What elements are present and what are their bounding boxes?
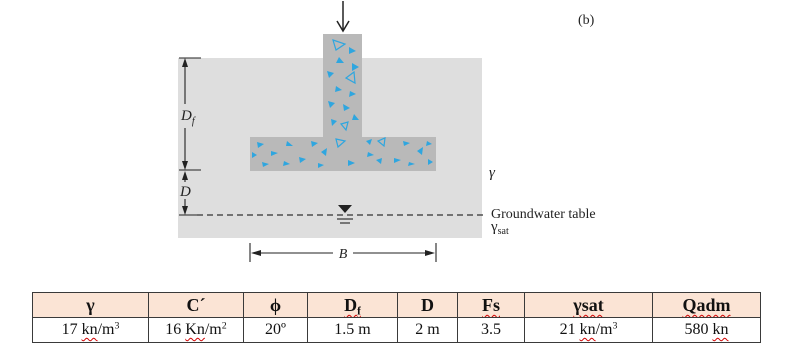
b-right-arrowhead bbox=[425, 250, 435, 256]
b-left-arrowhead bbox=[251, 250, 261, 256]
cell-value: 2 m bbox=[415, 321, 440, 338]
cell-value: 580 bbox=[684, 321, 709, 338]
panel-label: (b) bbox=[578, 13, 595, 28]
header-label: Fs bbox=[482, 295, 500, 315]
cell-unit: kn bbox=[81, 321, 98, 338]
cell-value: 1.5 m bbox=[334, 321, 371, 338]
header-label: C´ bbox=[186, 295, 206, 315]
header-label: Qadm bbox=[682, 295, 731, 315]
cell-gamma bbox=[33, 318, 149, 343]
cell-value: 21 bbox=[559, 321, 576, 338]
cell-gamma-sat bbox=[525, 318, 653, 343]
header-label: ϕ bbox=[269, 295, 282, 315]
header-gamma-sat bbox=[525, 293, 653, 318]
soil-properties-table bbox=[32, 292, 761, 343]
cell-d bbox=[398, 318, 458, 343]
cell-unit-exponent: 3 bbox=[612, 320, 618, 332]
groundwater-table-label: Groundwater table bbox=[491, 207, 596, 222]
table-row bbox=[33, 318, 761, 343]
header-cohesion bbox=[149, 293, 244, 318]
header-friction-angle bbox=[244, 293, 308, 318]
df-label-main: D bbox=[181, 108, 192, 124]
cell-unit-denominator: /m bbox=[204, 321, 222, 338]
header-label bbox=[344, 295, 361, 318]
cell-unit-exponent: 2 bbox=[221, 320, 227, 332]
cell-value: 20º bbox=[265, 321, 286, 338]
cell-unit-exponent: 3 bbox=[114, 320, 120, 332]
b-label: B bbox=[338, 247, 348, 262]
cell-cohesion bbox=[149, 318, 244, 343]
cell-value: 3.5 bbox=[481, 321, 501, 338]
load-arrow bbox=[337, 1, 349, 31]
header-label: γ bbox=[86, 295, 95, 315]
cell-unit-denominator: /m bbox=[97, 321, 115, 338]
cell-fs bbox=[458, 318, 525, 343]
header-label-main: D bbox=[344, 295, 358, 315]
cell-unit: kn bbox=[712, 321, 729, 338]
df-label-subscript: f bbox=[191, 116, 195, 127]
b-dimension bbox=[250, 243, 436, 262]
header-fs bbox=[458, 293, 525, 318]
cell-unit: Kn bbox=[185, 321, 205, 338]
cell-df bbox=[308, 318, 398, 343]
cell-unit-denominator: /m bbox=[595, 321, 613, 338]
header-label: γsat bbox=[573, 295, 604, 315]
header-gamma bbox=[33, 293, 149, 318]
cell-value: 17 bbox=[61, 321, 78, 338]
cell-unit: kn bbox=[579, 321, 596, 338]
gamma-sat-label-main: γ bbox=[491, 219, 498, 235]
gamma-label: γ bbox=[489, 165, 495, 181]
table-header-row bbox=[33, 293, 761, 318]
footing-column bbox=[323, 34, 362, 138]
cell-value: 16 bbox=[165, 321, 182, 338]
cell-qadm bbox=[653, 318, 761, 343]
gamma-sat-label-subscript: sat bbox=[497, 226, 509, 237]
d-label: D bbox=[180, 184, 191, 200]
header-qadm bbox=[653, 293, 761, 318]
header-label-subscript: f bbox=[357, 305, 361, 318]
header-d bbox=[398, 293, 458, 318]
cell-friction-angle bbox=[244, 318, 308, 343]
header-df bbox=[308, 293, 398, 318]
header-label: D bbox=[421, 295, 434, 315]
